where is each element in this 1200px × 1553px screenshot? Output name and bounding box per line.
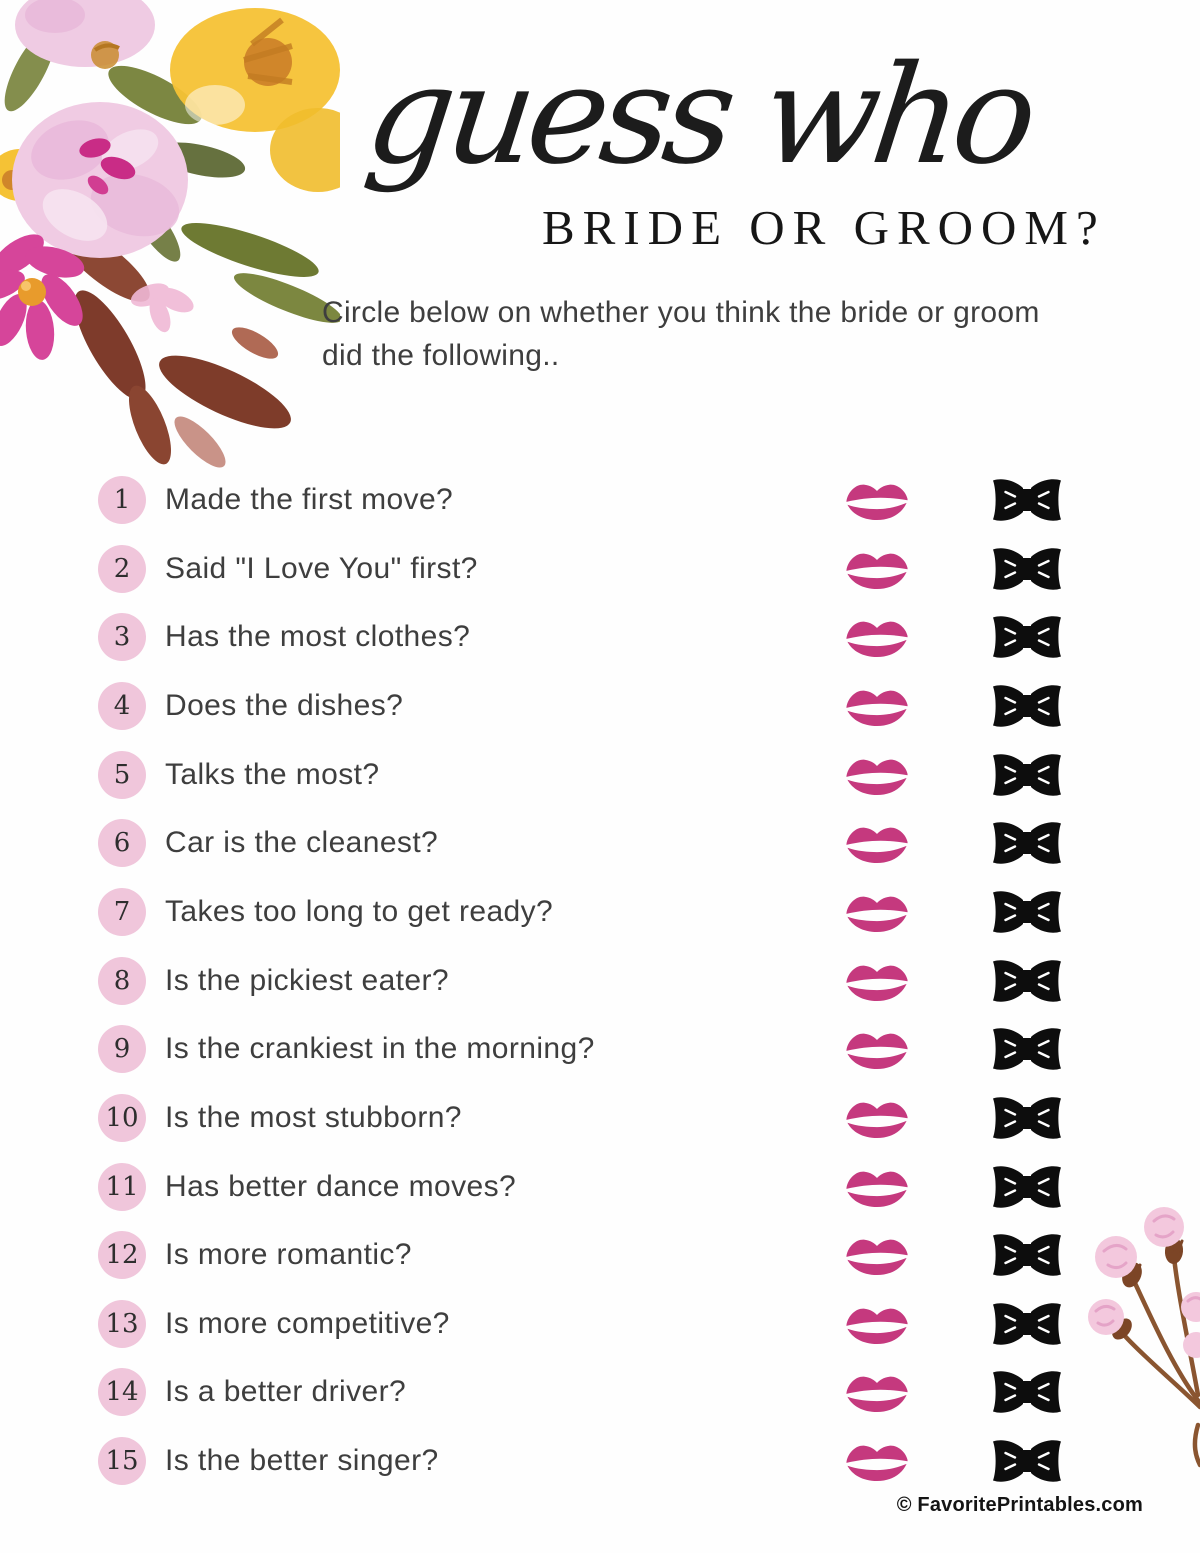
question-number: 6 <box>113 828 131 858</box>
question-number-badge <box>98 888 146 936</box>
question-number: 13 <box>105 1309 139 1339</box>
question-row <box>0 1094 1200 1142</box>
question-row <box>0 751 1200 799</box>
question-text: Takes too long to get ready? <box>165 895 554 928</box>
question-text: Is the better singer? <box>165 1444 439 1477</box>
bowtie-icon[interactable] <box>988 613 1066 661</box>
question-row <box>0 682 1200 730</box>
question-row <box>0 1368 1200 1416</box>
lips-icon[interactable] <box>845 1303 909 1345</box>
lips-icon[interactable] <box>845 685 909 727</box>
question-number: 7 <box>113 897 131 927</box>
question-row <box>0 1231 1200 1279</box>
question-number: 11 <box>105 1172 139 1202</box>
question-number: 12 <box>105 1240 139 1270</box>
question-number: 2 <box>113 554 131 584</box>
lips-icon[interactable] <box>845 616 909 658</box>
question-number-badge <box>98 751 146 799</box>
question-row <box>0 888 1200 936</box>
bowtie-icon[interactable] <box>988 1300 1066 1348</box>
question-text: Is more competitive? <box>165 1307 450 1340</box>
question-row <box>0 1025 1200 1073</box>
question-number: 10 <box>105 1103 139 1133</box>
question-text: Car is the cleanest? <box>165 826 439 859</box>
lips-icon[interactable] <box>845 891 909 933</box>
bowtie-icon[interactable] <box>988 682 1066 730</box>
question-text: Made the first move? <box>165 483 454 516</box>
question-number-badge <box>98 819 146 867</box>
lips-icon[interactable] <box>845 960 909 1002</box>
bowtie-icon[interactable] <box>988 1025 1066 1073</box>
bowtie-icon[interactable] <box>988 1163 1066 1211</box>
instructions-text: Circle below on whether you think the bride or groom did the following.. <box>322 296 1040 373</box>
question-number-badge <box>98 957 146 1005</box>
question-text: Is a better driver? <box>165 1375 407 1408</box>
question-number: 3 <box>113 622 131 652</box>
question-number-badge <box>98 1300 146 1348</box>
bowtie-icon[interactable] <box>988 819 1066 867</box>
lips-icon[interactable] <box>845 1234 909 1276</box>
question-text: Has the most clothes? <box>165 620 471 653</box>
question-number-badge <box>98 613 146 661</box>
question-text: Does the dishes? <box>165 689 404 722</box>
question-row <box>0 957 1200 1005</box>
bowtie-icon[interactable] <box>988 1094 1066 1142</box>
bowtie-icon[interactable] <box>988 957 1066 1005</box>
lips-icon[interactable] <box>845 1371 909 1413</box>
question-number-badge <box>98 1231 146 1279</box>
question-text: Is the pickiest eater? <box>165 964 449 997</box>
question-row <box>0 545 1200 593</box>
question-number-badge <box>98 682 146 730</box>
question-number-badge <box>98 1163 146 1211</box>
lips-icon[interactable] <box>845 1440 909 1482</box>
question-number-badge <box>98 1368 146 1416</box>
question-row <box>0 1163 1200 1211</box>
page-title-script: guess who <box>358 37 1039 195</box>
question-text: Has better dance moves? <box>165 1170 517 1203</box>
question-number: 4 <box>113 691 131 721</box>
lips-icon[interactable] <box>845 548 909 590</box>
question-number-badge <box>98 1025 146 1073</box>
lips-icon[interactable] <box>845 822 909 864</box>
question-number: 1 <box>113 485 131 515</box>
bowtie-icon[interactable] <box>988 888 1066 936</box>
bowtie-icon[interactable] <box>988 751 1066 799</box>
question-row <box>0 1300 1200 1348</box>
copyright-text: © FavoritePrintables.com <box>896 1494 1143 1516</box>
question-row <box>0 613 1200 661</box>
lips-icon[interactable] <box>845 1166 909 1208</box>
page-title: BRIDE OR GROOM? <box>542 200 1106 255</box>
question-row <box>0 819 1200 867</box>
lips-icon[interactable] <box>845 479 909 521</box>
question-number: 5 <box>113 760 131 790</box>
bowtie-icon[interactable] <box>988 1231 1066 1279</box>
question-number: 9 <box>113 1034 131 1064</box>
question-text: Is more romantic? <box>165 1238 412 1271</box>
question-number: 14 <box>105 1377 139 1407</box>
question-text: Is the crankiest in the morning? <box>165 1032 595 1065</box>
question-number-badge <box>98 1437 146 1485</box>
question-number-badge <box>98 1094 146 1142</box>
question-text: Talks the most? <box>165 758 380 791</box>
lips-icon[interactable] <box>845 754 909 796</box>
question-number: 15 <box>105 1446 139 1476</box>
bowtie-icon[interactable] <box>988 1437 1066 1485</box>
question-text: Is the most stubborn? <box>165 1101 462 1134</box>
bowtie-icon[interactable] <box>988 476 1066 524</box>
lips-icon[interactable] <box>845 1028 909 1070</box>
bowtie-icon[interactable] <box>988 1368 1066 1416</box>
question-number-badge <box>98 476 146 524</box>
question-row <box>0 1437 1200 1485</box>
lips-icon[interactable] <box>845 1097 909 1139</box>
question-number-badge <box>98 545 146 593</box>
bowtie-icon[interactable] <box>988 545 1066 593</box>
question-row <box>0 476 1200 524</box>
question-number: 8 <box>113 966 131 996</box>
question-text: Said "I Love You" first? <box>165 552 478 585</box>
